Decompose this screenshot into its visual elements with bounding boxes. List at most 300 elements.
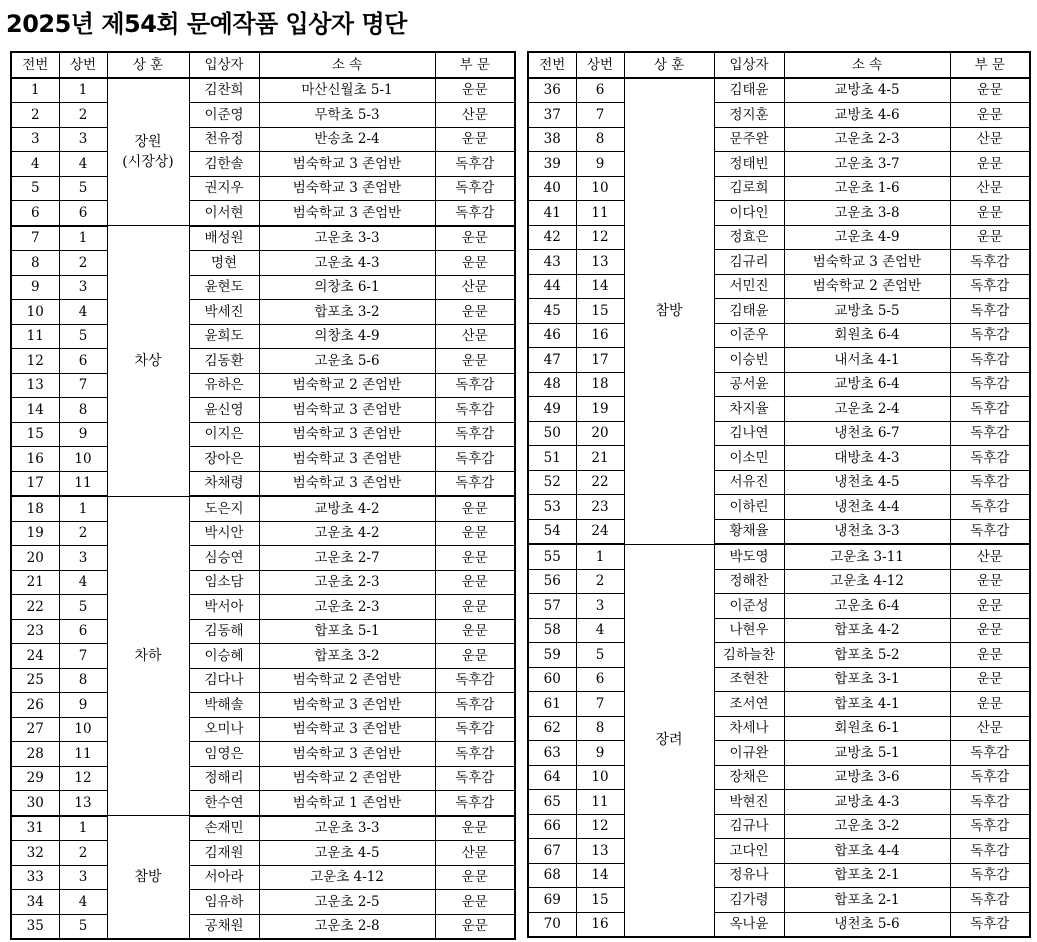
header-name: 입상자 [714, 52, 784, 78]
affiliation-cell: 고운초 3-3 [259, 226, 435, 251]
award-no-cell: 3 [576, 594, 624, 619]
name-cell: 한수연 [189, 791, 259, 816]
category-cell: 산문 [435, 275, 515, 300]
category-cell: 독후감 [950, 250, 1030, 275]
serial-cell: 13 [11, 373, 59, 398]
name-cell: 명현 [189, 251, 259, 276]
category-cell: 독후감 [435, 201, 515, 226]
table-row [11, 668, 515, 693]
affiliation-cell: 합포초 3-2 [259, 300, 435, 325]
award-no-cell: 6 [59, 349, 107, 374]
affiliation-cell: 고운초 4-12 [259, 865, 435, 890]
affiliation-cell: 냉천초 3-3 [784, 519, 950, 544]
name-cell: 문주완 [714, 127, 784, 152]
affiliation-cell: 합포초 4-4 [784, 839, 950, 864]
serial-cell: 31 [11, 816, 59, 841]
affiliation-cell: 회원초 6-1 [784, 716, 950, 741]
serial-cell: 48 [528, 372, 576, 397]
serial-cell: 69 [528, 888, 576, 913]
affiliation-cell: 고운초 3-2 [784, 814, 950, 839]
award-no-cell: 23 [576, 495, 624, 520]
serial-cell: 42 [528, 225, 576, 250]
name-cell: 이서현 [189, 201, 259, 226]
name-cell: 손재민 [189, 816, 259, 841]
category-cell: 독후감 [435, 176, 515, 201]
table-row [11, 570, 515, 595]
table-row [11, 742, 515, 767]
category-cell: 운문 [435, 570, 515, 595]
name-cell: 조서연 [714, 692, 784, 717]
affiliation-cell: 범숙학교 2 존엄반 [259, 766, 435, 791]
name-cell: 정해리 [189, 766, 259, 791]
affiliation-cell: 고운초 2-4 [784, 397, 950, 422]
table-row [11, 251, 515, 276]
award-cell: 차하 [107, 496, 189, 816]
affiliation-cell: 교방초 4-3 [784, 790, 950, 815]
award-no-cell: 7 [576, 103, 624, 128]
affiliation-cell: 고운초 3-8 [784, 201, 950, 226]
award-no-cell: 6 [59, 201, 107, 226]
serial-cell: 27 [11, 717, 59, 742]
category-cell: 독후감 [435, 447, 515, 472]
category-cell: 독후감 [435, 717, 515, 742]
category-cell: 운문 [435, 127, 515, 152]
name-cell: 서유진 [714, 470, 784, 495]
name-cell: 장채은 [714, 765, 784, 790]
serial-cell: 10 [11, 300, 59, 325]
affiliation-cell: 고운초 3-7 [784, 152, 950, 177]
name-cell: 이지은 [189, 422, 259, 447]
table-row [528, 299, 1030, 324]
name-cell: 장아은 [189, 447, 259, 472]
name-cell: 김가령 [714, 888, 784, 913]
header-category: 부 문 [435, 52, 515, 78]
award-no-cell: 2 [59, 521, 107, 546]
affiliation-cell: 교방초 3-6 [784, 765, 950, 790]
affiliation-cell: 합포초 3-1 [784, 667, 950, 692]
serial-cell: 65 [528, 790, 576, 815]
award-no-cell: 22 [576, 470, 624, 495]
table-row [528, 446, 1030, 471]
affiliation-cell: 합포초 5-1 [259, 619, 435, 644]
name-cell: 천유정 [189, 127, 259, 152]
serial-cell: 56 [528, 569, 576, 594]
table-row [11, 595, 515, 620]
table-row [11, 201, 515, 226]
serial-cell: 40 [528, 176, 576, 201]
award-no-cell: 5 [59, 914, 107, 939]
table-row [528, 127, 1030, 152]
affiliation-cell: 고운초 2-3 [784, 127, 950, 152]
affiliation-cell: 무학초 5-3 [259, 103, 435, 128]
name-cell: 박현진 [714, 790, 784, 815]
affiliation-cell: 교방초 4-5 [784, 78, 950, 103]
affiliation-cell: 마산신월초 5-1 [259, 78, 435, 103]
category-cell: 독후감 [435, 398, 515, 423]
table-row [11, 275, 515, 300]
serial-cell: 21 [11, 570, 59, 595]
name-cell: 정유나 [714, 863, 784, 888]
name-cell: 임유하 [189, 890, 259, 915]
header-award-no: 상번 [59, 52, 107, 78]
affiliation-cell: 고운초 4-3 [259, 251, 435, 276]
table-row [528, 544, 1030, 569]
category-cell: 운문 [435, 251, 515, 276]
affiliation-cell: 고운초 4-5 [259, 841, 435, 866]
table-row [11, 841, 515, 866]
serial-cell: 33 [11, 865, 59, 890]
serial-cell: 53 [528, 495, 576, 520]
affiliation-cell: 교방초 5-5 [784, 299, 950, 324]
affiliation-cell: 회원초 6-4 [784, 323, 950, 348]
category-cell: 독후감 [950, 741, 1030, 766]
serial-cell: 35 [11, 914, 59, 939]
header-row [528, 52, 1030, 78]
award-no-cell: 20 [576, 421, 624, 446]
affiliation-cell: 고운초 1-6 [784, 176, 950, 201]
table-row [528, 250, 1030, 275]
affiliation-cell: 범숙학교 3 존엄반 [259, 742, 435, 767]
affiliation-cell: 의창초 4-9 [259, 324, 435, 349]
name-cell: 임영은 [189, 742, 259, 767]
award-no-cell: 6 [576, 667, 624, 692]
award-no-cell: 19 [576, 397, 624, 422]
award-no-cell: 6 [576, 78, 624, 103]
table-row [528, 201, 1030, 226]
affiliation-cell: 냉천초 4-5 [784, 470, 950, 495]
award-no-cell: 3 [59, 275, 107, 300]
award-cell: 장원 (시장상) [107, 78, 189, 226]
category-cell: 산문 [435, 841, 515, 866]
affiliation-cell: 고운초 3-11 [784, 544, 950, 569]
category-cell: 독후감 [950, 421, 1030, 446]
table-row [528, 741, 1030, 766]
award-no-cell: 10 [576, 176, 624, 201]
affiliation-cell: 합포초 4-1 [784, 692, 950, 717]
affiliation-cell: 교방초 4-6 [784, 103, 950, 128]
table-row [528, 397, 1030, 422]
table-row [11, 398, 515, 423]
category-cell: 독후감 [950, 372, 1030, 397]
name-cell: 김한솔 [189, 152, 259, 177]
serial-cell: 18 [11, 496, 59, 521]
category-cell: 독후감 [950, 348, 1030, 373]
award-no-cell: 5 [576, 643, 624, 668]
name-cell: 도은지 [189, 496, 259, 521]
award-no-cell: 14 [576, 863, 624, 888]
award-no-cell: 12 [576, 225, 624, 250]
serial-cell: 60 [528, 667, 576, 692]
header-award-no: 상번 [576, 52, 624, 78]
name-cell: 차지율 [714, 397, 784, 422]
category-cell: 운문 [435, 226, 515, 251]
affiliation-cell: 의창초 6-1 [259, 275, 435, 300]
table-row [528, 152, 1030, 177]
award-no-cell: 15 [576, 299, 624, 324]
serial-cell: 30 [11, 791, 59, 816]
document-title: 2025년 제54회 문예작품 입상자 명단 [6, 10, 407, 38]
serial-cell: 46 [528, 323, 576, 348]
award-no-cell: 5 [59, 595, 107, 620]
affiliation-cell: 내서초 4-1 [784, 348, 950, 373]
category-cell: 운문 [435, 644, 515, 669]
category-cell: 독후감 [950, 839, 1030, 864]
serial-cell: 57 [528, 594, 576, 619]
affiliation-cell: 합포초 4-2 [784, 618, 950, 643]
affiliation-cell: 범숙학교 3 존엄반 [259, 398, 435, 423]
serial-cell: 50 [528, 421, 576, 446]
award-no-cell: 21 [576, 446, 624, 471]
header-award: 상 훈 [107, 52, 189, 78]
table-row [11, 890, 515, 915]
table-row [528, 519, 1030, 544]
award-cell: 차상 [107, 226, 189, 497]
name-cell: 이준영 [189, 103, 259, 128]
table-row [11, 521, 515, 546]
award-no-cell: 16 [576, 323, 624, 348]
table-row [528, 643, 1030, 668]
affiliation-cell: 범숙학교 2 존엄반 [259, 373, 435, 398]
name-cell: 이하린 [714, 495, 784, 520]
serial-cell: 26 [11, 693, 59, 718]
name-cell: 이소민 [714, 446, 784, 471]
serial-cell: 6 [11, 201, 59, 226]
affiliation-cell: 고운초 2-5 [259, 890, 435, 915]
table-row [11, 78, 515, 103]
affiliation-cell: 범숙학교 1 존엄반 [259, 791, 435, 816]
serial-cell: 12 [11, 349, 59, 374]
name-cell: 나현우 [714, 618, 784, 643]
category-cell: 독후감 [435, 742, 515, 767]
serial-cell: 17 [11, 471, 59, 496]
name-cell: 서민진 [714, 274, 784, 299]
affiliation-cell: 고운초 4-12 [784, 569, 950, 594]
serial-cell: 61 [528, 692, 576, 717]
affiliation-cell: 고운초 4-9 [784, 225, 950, 250]
category-cell: 독후감 [435, 693, 515, 718]
affiliation-cell: 범숙학교 2 존엄반 [784, 274, 950, 299]
category-cell: 독후감 [950, 790, 1030, 815]
award-no-cell: 13 [576, 839, 624, 864]
award-no-cell: 1 [576, 544, 624, 569]
category-cell: 운문 [950, 201, 1030, 226]
header-affiliation: 소 속 [259, 52, 435, 78]
award-no-cell: 12 [576, 814, 624, 839]
name-cell: 고다인 [714, 839, 784, 864]
award-no-cell: 7 [576, 692, 624, 717]
award-cell: 참방 [624, 78, 714, 545]
name-cell: 오미나 [189, 717, 259, 742]
table-row [528, 692, 1030, 717]
name-cell: 이승혜 [189, 644, 259, 669]
affiliation-cell: 반송초 2-4 [259, 127, 435, 152]
name-cell: 김동해 [189, 619, 259, 644]
serial-cell: 67 [528, 839, 576, 864]
category-cell: 운문 [950, 667, 1030, 692]
name-cell: 황채율 [714, 519, 784, 544]
serial-cell: 37 [528, 103, 576, 128]
name-cell: 공서윤 [714, 372, 784, 397]
table-row [11, 300, 515, 325]
table-row [11, 152, 515, 177]
affiliation-cell: 냉천초 6-7 [784, 421, 950, 446]
category-cell: 독후감 [435, 471, 515, 496]
category-cell: 독후감 [950, 446, 1030, 471]
serial-cell: 29 [11, 766, 59, 791]
affiliation-cell: 교방초 5-1 [784, 741, 950, 766]
category-cell: 독후감 [950, 888, 1030, 913]
name-cell: 김규리 [714, 250, 784, 275]
serial-cell: 14 [11, 398, 59, 423]
name-cell: 차세나 [714, 716, 784, 741]
serial-cell: 55 [528, 544, 576, 569]
name-cell: 이규완 [714, 741, 784, 766]
table-row [528, 594, 1030, 619]
award-no-cell: 7 [59, 373, 107, 398]
award-no-cell: 11 [59, 742, 107, 767]
affiliation-cell: 교방초 6-4 [784, 372, 950, 397]
category-cell: 운문 [435, 496, 515, 521]
table-row [528, 225, 1030, 250]
award-no-cell: 9 [59, 693, 107, 718]
category-cell: 운문 [950, 594, 1030, 619]
affiliation-cell: 범숙학교 3 존엄반 [259, 201, 435, 226]
award-no-cell: 10 [59, 447, 107, 472]
table-row [528, 790, 1030, 815]
category-cell: 운문 [435, 546, 515, 571]
table-row [528, 495, 1030, 520]
serial-cell: 66 [528, 814, 576, 839]
name-cell: 김다나 [189, 668, 259, 693]
award-no-cell: 4 [59, 152, 107, 177]
category-cell: 독후감 [950, 814, 1030, 839]
name-cell: 김태윤 [714, 299, 784, 324]
table-row [11, 546, 515, 571]
award-no-cell: 2 [59, 251, 107, 276]
award-no-cell: 4 [59, 570, 107, 595]
header-serial: 전번 [528, 52, 576, 78]
category-cell: 독후감 [435, 373, 515, 398]
table-row [528, 274, 1030, 299]
award-no-cell: 16 [576, 912, 624, 937]
table-row [11, 373, 515, 398]
serial-cell: 58 [528, 618, 576, 643]
awardee-table-left [10, 51, 516, 940]
affiliation-cell: 고운초 2-3 [259, 595, 435, 620]
serial-cell: 63 [528, 741, 576, 766]
affiliation-cell: 범숙학교 3 존엄반 [259, 447, 435, 472]
table-row [528, 372, 1030, 397]
award-no-cell: 9 [59, 422, 107, 447]
serial-cell: 19 [11, 521, 59, 546]
table-row [11, 914, 515, 939]
award-no-cell: 10 [576, 765, 624, 790]
serial-cell: 20 [11, 546, 59, 571]
award-no-cell: 24 [576, 519, 624, 544]
category-cell: 독후감 [435, 791, 515, 816]
table-row [11, 791, 515, 816]
category-cell: 독후감 [435, 152, 515, 177]
awardee-table-right [527, 51, 1031, 938]
table-row [528, 912, 1030, 937]
name-cell: 김태윤 [714, 78, 784, 103]
affiliation-cell: 범숙학교 3 존엄반 [259, 176, 435, 201]
table-row [11, 471, 515, 496]
name-cell: 서아라 [189, 865, 259, 890]
award-no-cell: 3 [59, 127, 107, 152]
category-cell: 독후감 [950, 397, 1030, 422]
serial-cell: 43 [528, 250, 576, 275]
serial-cell: 45 [528, 299, 576, 324]
affiliation-cell: 합포초 3-2 [259, 644, 435, 669]
name-cell: 박시안 [189, 521, 259, 546]
affiliation-cell: 교방초 4-2 [259, 496, 435, 521]
serial-cell: 59 [528, 643, 576, 668]
name-cell: 김로희 [714, 176, 784, 201]
table-row [11, 619, 515, 644]
category-cell: 독후감 [950, 765, 1030, 790]
affiliation-cell: 고운초 6-4 [784, 594, 950, 619]
award-no-cell: 5 [59, 176, 107, 201]
category-cell: 독후감 [435, 668, 515, 693]
table-row [11, 693, 515, 718]
table-row [528, 667, 1030, 692]
affiliation-cell: 고운초 2-8 [259, 914, 435, 939]
award-no-cell: 4 [59, 890, 107, 915]
serial-cell: 11 [11, 324, 59, 349]
category-cell: 운문 [950, 643, 1030, 668]
award-cell: 참방 [107, 816, 189, 940]
name-cell: 배성원 [189, 226, 259, 251]
name-cell: 심승연 [189, 546, 259, 571]
award-no-cell: 15 [576, 888, 624, 913]
affiliation-cell: 합포초 2-1 [784, 888, 950, 913]
header-category: 부 문 [950, 52, 1030, 78]
serial-cell: 22 [11, 595, 59, 620]
category-cell: 운문 [435, 521, 515, 546]
table-body [528, 78, 1030, 938]
affiliation-cell: 범숙학교 3 존엄반 [259, 717, 435, 742]
table-row [11, 103, 515, 128]
category-cell: 독후감 [950, 323, 1030, 348]
serial-cell: 23 [11, 619, 59, 644]
table-row [11, 176, 515, 201]
award-no-cell: 8 [59, 668, 107, 693]
affiliation-cell: 범숙학교 3 존엄반 [259, 471, 435, 496]
category-cell: 운문 [435, 816, 515, 841]
serial-cell: 52 [528, 470, 576, 495]
award-no-cell: 11 [576, 201, 624, 226]
name-cell: 임소담 [189, 570, 259, 595]
table-row [11, 717, 515, 742]
name-cell: 박세진 [189, 300, 259, 325]
table-row [528, 888, 1030, 913]
award-no-cell: 3 [59, 865, 107, 890]
name-cell: 정지훈 [714, 103, 784, 128]
serial-cell: 68 [528, 863, 576, 888]
name-cell: 이승빈 [714, 348, 784, 373]
serial-cell: 8 [11, 251, 59, 276]
table-row [528, 569, 1030, 594]
serial-cell: 15 [11, 422, 59, 447]
category-cell: 운문 [435, 914, 515, 939]
serial-cell: 34 [11, 890, 59, 915]
affiliation-cell: 냉천초 5-6 [784, 912, 950, 937]
serial-cell: 41 [528, 201, 576, 226]
category-cell: 운문 [950, 103, 1030, 128]
award-no-cell: 13 [59, 791, 107, 816]
table-row [528, 323, 1030, 348]
